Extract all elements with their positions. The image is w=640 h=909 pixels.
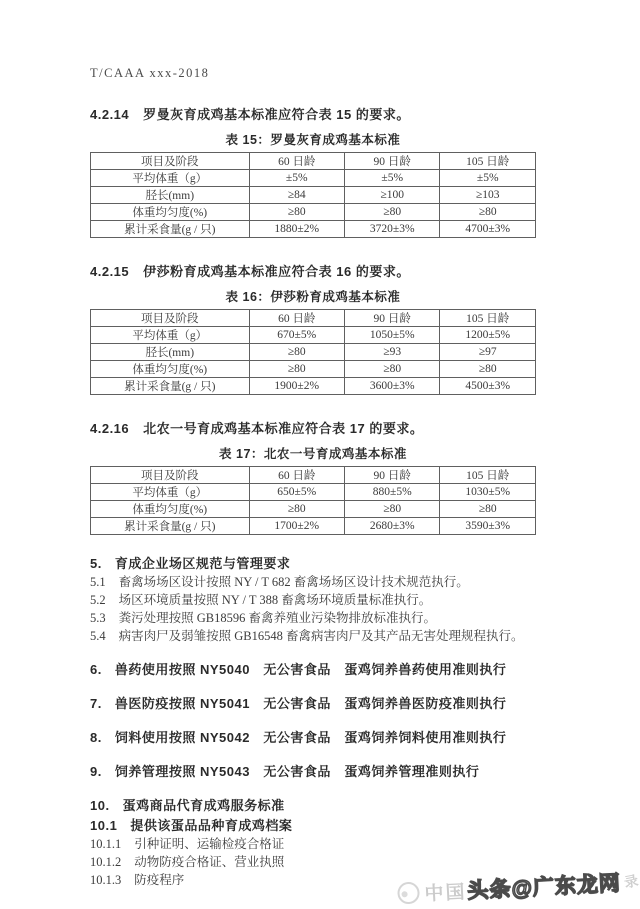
row-label-cell: 体重均匀度(%) — [91, 204, 250, 221]
clause-10-1 — [90, 817, 536, 835]
clause-text: 饲养管理按照 NY5043 无公害食品 蛋鸡饲养管理准则执行 — [114, 764, 480, 779]
row-label-cell: 平均体重（g） — [91, 327, 250, 344]
table-row — [91, 518, 536, 535]
clause-number: 5.2 — [90, 593, 106, 607]
value-cell: ≥80 — [249, 204, 344, 221]
clause-10-1-2 — [90, 853, 536, 871]
clause-6 — [90, 661, 536, 679]
clause-text: 粪污处理按照 GB18596 畜禽养殖业污染物排放标准执行。 — [118, 611, 436, 625]
clause-number: 5.4 — [90, 629, 106, 643]
section-heading — [90, 418, 536, 437]
clause-text: 引种证明、运输检疫合格证 — [134, 837, 285, 851]
clause-number: 5.1 — [90, 575, 106, 589]
row-label-cell: 平均体重（g） — [91, 484, 250, 501]
clause-5-2 — [90, 591, 536, 609]
table-header-cell: 60 日龄 — [249, 310, 344, 327]
table-row — [91, 501, 536, 518]
table-16 — [90, 309, 536, 395]
section-number: 4.2.14 — [90, 107, 130, 122]
table-row — [91, 327, 536, 344]
clause-5 — [90, 555, 536, 573]
value-cell: ±5% — [249, 170, 344, 187]
table-header-cell: 60 日龄 — [249, 467, 344, 484]
clause-text: 育成企业场区规范与管理要求 — [114, 556, 291, 571]
row-label-cell: 胫长(mm) — [91, 187, 250, 204]
clause-number: 9. — [90, 764, 102, 779]
table-header-cell: 90 日龄 — [345, 153, 440, 170]
section-heading — [90, 104, 536, 123]
value-cell: ≥80 — [345, 204, 440, 221]
table-header-row — [91, 467, 536, 484]
clause-text: 饲料使用按照 NY5042 无公害食品 蛋鸡饲养饲料使用准则执行 — [114, 730, 507, 745]
value-cell: ≥80 — [440, 361, 536, 378]
value-cell: ≥93 — [345, 344, 440, 361]
table-16-caption: 表 16：伊莎粉育成鸡基本标准 — [225, 290, 401, 304]
table-header-row — [91, 153, 536, 170]
clause-text: 蛋鸡商品代育成鸡服务标准 — [122, 798, 285, 813]
value-cell: 1880±2% — [249, 221, 344, 238]
value-cell: 670±5% — [249, 327, 344, 344]
clause-text: 场区环境质量按照 NY / T 388 畜禽场环境质量标准执行。 — [118, 593, 432, 607]
clause-number: 10.1.3 — [90, 873, 122, 887]
section-title: 罗曼灰育成鸡基本标准应符合表 15 的要求。 — [143, 107, 410, 122]
value-cell: 1200±5% — [440, 327, 536, 344]
clause-5-3 — [90, 609, 536, 627]
table-row — [91, 378, 536, 395]
table-header-cell: 105 日龄 — [440, 310, 536, 327]
table-header-cell: 105 日龄 — [440, 467, 536, 484]
clause-number: 10. — [90, 798, 110, 813]
table-17 — [90, 466, 536, 535]
row-label-cell: 体重均匀度(%) — [91, 361, 250, 378]
value-cell: ≥100 — [345, 187, 440, 204]
clause-number: 6. — [90, 662, 102, 677]
clause-number: 7. — [90, 696, 102, 711]
value-cell: 1050±5% — [345, 327, 440, 344]
table-row — [91, 170, 536, 187]
row-label-cell: 累计采食量(g / 只) — [91, 221, 250, 238]
clause-number: 5. — [90, 556, 102, 571]
value-cell: 4500±3% — [440, 378, 536, 395]
table-row — [91, 344, 536, 361]
value-cell: ≥80 — [440, 204, 536, 221]
section-4-2-15 — [90, 261, 536, 395]
table-header-cell: 90 日龄 — [345, 467, 440, 484]
section-title: 北农一号育成鸡基本标准应符合表 17 的要求。 — [143, 421, 424, 436]
table-header-cell: 项目及阶段 — [91, 467, 250, 484]
table-header-row — [91, 310, 536, 327]
clause-text: 提供该蛋品品种育成鸡档案 — [130, 818, 293, 833]
watermark-site-text: 中国 — [423, 881, 467, 905]
watermark-tail-text: 录 — [621, 872, 639, 891]
section-4-2-16 — [90, 418, 536, 535]
row-label-cell: 体重均匀度(%) — [91, 501, 250, 518]
table-row — [91, 204, 536, 221]
clause-8 — [90, 729, 536, 747]
table-header-cell: 90 日龄 — [345, 310, 440, 327]
circle-site-logo-icon — [396, 881, 419, 904]
value-cell: 3720±3% — [345, 221, 440, 238]
value-cell: 650±5% — [249, 484, 344, 501]
table-header-cell: 105 日龄 — [440, 153, 536, 170]
clause-list — [90, 555, 536, 889]
value-cell: ≥80 — [345, 501, 440, 518]
clause-number: 10.1.1 — [90, 837, 122, 851]
section-title: 伊莎粉育成鸡基本标准应符合表 16 的要求。 — [143, 264, 410, 279]
value-cell: ≥80 — [440, 501, 536, 518]
clause-text: 防疫程序 — [134, 873, 185, 887]
clause-10 — [90, 797, 536, 815]
section-number: 4.2.15 — [90, 264, 130, 279]
value-cell: 3590±3% — [440, 518, 536, 535]
value-cell: ≥80 — [345, 361, 440, 378]
row-label-cell: 累计采食量(g / 只) — [91, 378, 250, 395]
value-cell: 1700±2% — [249, 518, 344, 535]
value-cell: ±5% — [345, 170, 440, 187]
value-cell: ≥84 — [249, 187, 344, 204]
value-cell: ≥80 — [249, 501, 344, 518]
value-cell: 880±5% — [345, 484, 440, 501]
clause-number: 10.1 — [90, 818, 118, 833]
value-cell: 1030±5% — [440, 484, 536, 501]
clause-text: 兽药使用按照 NY5040 无公害食品 蛋鸡饲养兽药使用准则执行 — [114, 662, 507, 677]
value-cell: 1900±2% — [249, 378, 344, 395]
clause-5-1 — [90, 573, 536, 591]
clause-number: 10.1.2 — [90, 855, 122, 869]
section-heading — [90, 261, 536, 280]
clause-number: 8. — [90, 730, 102, 745]
table-header-cell: 60 日龄 — [249, 153, 344, 170]
value-cell: ≥80 — [249, 344, 344, 361]
row-label-cell: 累计采食量(g / 只) — [91, 518, 250, 535]
clause-text: 兽医防疫按照 NY5041 无公害食品 蛋鸡饲养兽医防疫准则执行 — [114, 696, 507, 711]
value-cell: ≥80 — [249, 361, 344, 378]
clause-number: 5.3 — [90, 611, 106, 625]
table-15 — [90, 152, 536, 238]
table-row — [91, 221, 536, 238]
section-4-2-14 — [90, 104, 536, 238]
value-cell: ≥103 — [440, 187, 536, 204]
value-cell: 4700±3% — [440, 221, 536, 238]
table-header-cell: 项目及阶段 — [91, 153, 250, 170]
table-row — [91, 361, 536, 378]
doc-code: T/CAAA xxx-2018 — [90, 66, 210, 80]
value-cell: ≥97 — [440, 344, 536, 361]
clause-9 — [90, 763, 536, 781]
table-row — [91, 484, 536, 501]
table-17-caption: 表 17：北农一号育成鸡基本标准 — [219, 447, 407, 461]
clause-7 — [90, 695, 536, 713]
clause-text: 动物防疫合格证、营业执照 — [134, 855, 285, 869]
table-15-caption: 表 15：罗曼灰育成鸡基本标准 — [225, 133, 401, 147]
value-cell: 3600±3% — [345, 378, 440, 395]
row-label-cell: 平均体重（g） — [91, 170, 250, 187]
clause-5-4 — [90, 627, 536, 645]
section-number: 4.2.16 — [90, 421, 130, 436]
value-cell: 2680±3% — [345, 518, 440, 535]
table-row — [91, 187, 536, 204]
clause-text: 病害肉尸及弱雏按照 GB16548 畜禽病害肉尸及其产品无害处理规程执行。 — [118, 629, 524, 643]
clause-10-1-1 — [90, 835, 536, 853]
value-cell: ±5% — [440, 170, 536, 187]
clause-text: 畜禽场场区设计按照 NY / T 682 畜禽场场区设计技术规范执行。 — [118, 575, 469, 589]
table-header-cell: 项目及阶段 — [91, 310, 250, 327]
watermark-overlay-text: 头条@广东龙网 — [466, 871, 621, 903]
row-label-cell: 胫长(mm) — [91, 344, 250, 361]
